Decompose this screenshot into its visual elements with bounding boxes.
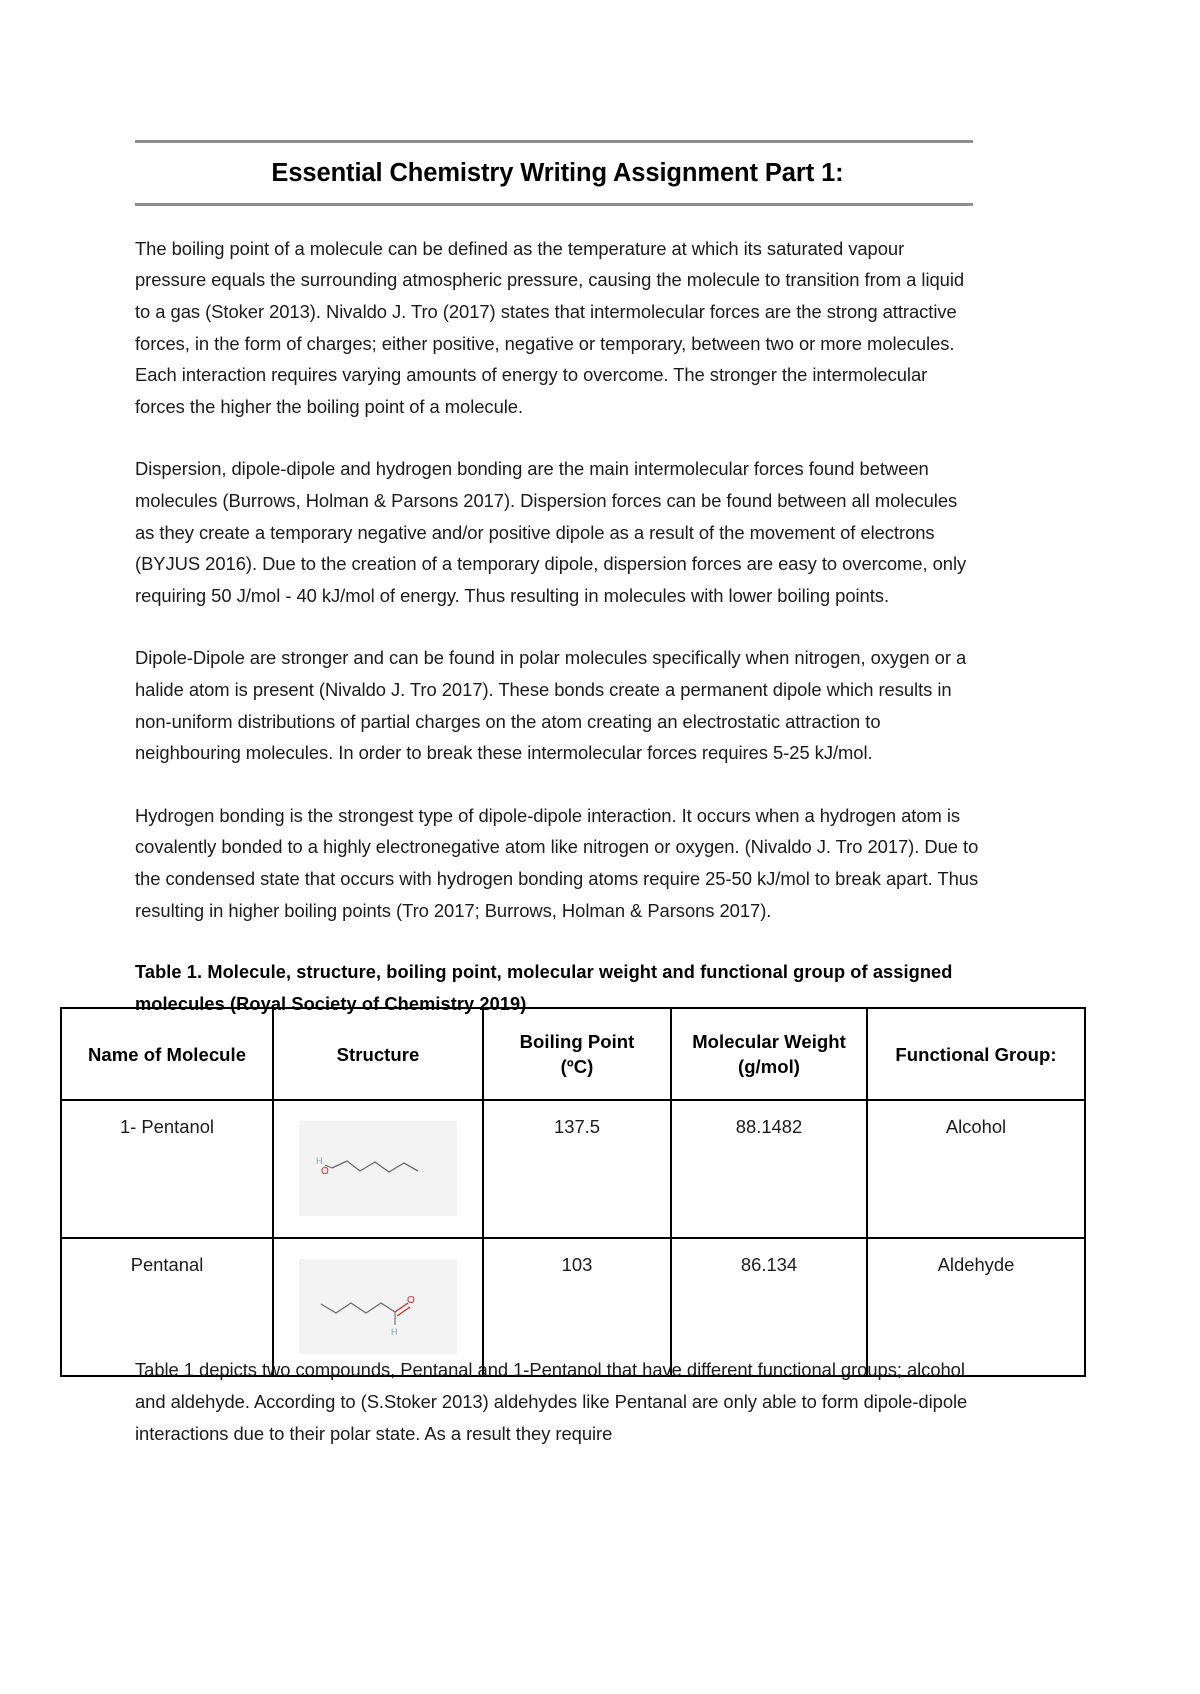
title-bottom-rule xyxy=(135,203,973,206)
carbon-chain-bonds xyxy=(332,1161,418,1172)
cell-boiling-point: 137.5 xyxy=(483,1100,671,1238)
table-row xyxy=(61,1100,1085,1238)
cell-molecular-weight: 88.1482 xyxy=(671,1100,867,1238)
column-header-molecular-weight-line1: Molecular Weight xyxy=(692,1031,846,1052)
pentanal-skeletal-structure xyxy=(299,1259,457,1354)
page-title: Essential Chemistry Writing Assignment Part 1: xyxy=(271,159,844,187)
paragraph-dispersion-forces: Dispersion, dipole-dipole and hydrogen bonding are the main intermolecular forces found between molecules (Burrows, Holman & Parsons 2017). Dispersion forces can be found between all molecules as they create a temporary negative and/or positive dipole as a result of the movement of electrons (BYJUS 2016). Due to the creation of a temporary dipole, dispersion forces are easy to overcome, only requiring 50 J/mol - 40 kJ/mol of energy. Thus resulting in molecules with lower boiling points. xyxy=(135,458,967,606)
cell-functional-group: Alcohol xyxy=(867,1100,1085,1238)
column-header-boiling-point xyxy=(483,1008,671,1100)
carbon-chain-bonds xyxy=(321,1303,395,1313)
cell-molecular-weight: 86.134 xyxy=(671,1238,867,1376)
cell-molecule-name: 1- Pentanol xyxy=(61,1100,273,1238)
paragraph-table-discussion: Table 1 depicts two compounds, Pentanal and 1-Pentanol that have different functional groups; alcohol and aldehyde. According to (S.Stoker 2013) aldehydes like Pentanal are only able to form dipole-dipole interactions due to their polar state. As a result they require xyxy=(135,1359,968,1444)
column-header-structure: Structure xyxy=(273,1008,483,1100)
cell-structure xyxy=(273,1100,483,1238)
carbonyl-bond-b xyxy=(397,1307,410,1316)
document-body xyxy=(135,140,980,1020)
oxygen-atom-label: O xyxy=(407,1295,415,1306)
paragraph-dipole-dipole: Dipole-Dipole are stronger and can be found in polar molecules specifically when nitrogen, oxygen or a halide atom is present (Nivaldo J. Tro 2017). These bonds create a permanent dipole which results in non-uniform distributions of partial charges on the atom creating an electrostatic attraction to neighbouring molecules. In order to break these intermolecular forces requires 5-25 kJ/mol. xyxy=(135,647,967,764)
pentanol-structure-svg xyxy=(299,1121,457,1216)
paragraph-hydrogen-bonding: Hydrogen bonding is the strongest type of dipole-dipole interaction. It occurs when a hydrogen atom is covalently bonded to a highly electronegative atom like nitrogen or oxygen. (Nivaldo J. Tro 2017). Due to the condensed state that occurs with hydrogen bonding atoms require 25-50 kJ/mol to break apart. Thus resulting in higher boiling points (Tro 2017; Burrows, Holman & Parsons 2017). xyxy=(135,804,979,921)
paragraph-boiling-point-definition: The boiling point of a molecule can be defined as the temperature at which its saturated vapour pressure equals the surrounding atmospheric pressure, causing the molecule to transition from a liquid to a gas (Stoker 2013). Nivaldo J. Tro (2017) states that intermolecular forces are the strong attractive forces, in the form of charges; either positive, negative or temporary, between two or more molecules. Each interaction requires varying amounts of energy to overcome. The stronger the intermolecular forces the higher the boiling point of a molecule. xyxy=(135,237,965,417)
pentanal-structure-svg xyxy=(299,1259,457,1354)
cell-molecule-name: Pentanal xyxy=(61,1238,273,1376)
table-header-row xyxy=(61,1008,1085,1100)
column-header-name: Name of Molecule xyxy=(61,1008,273,1100)
table-caption: Table 1. Molecule, structure, boiling point, molecular weight and functional group of assigned molecules (Royal Society of Chemistry 2019) xyxy=(135,962,953,1014)
molecule-table xyxy=(60,1007,1086,1377)
pentanol-skeletal-structure xyxy=(299,1121,457,1216)
hydrogen-atom-label: H xyxy=(316,1156,323,1166)
cell-functional-group: Aldehyde xyxy=(867,1238,1085,1376)
column-header-boiling-point-line1: Boiling Point xyxy=(519,1031,635,1052)
column-header-molecular-weight xyxy=(671,1008,867,1100)
cell-boiling-point: 103 xyxy=(483,1238,671,1376)
oxygen-atom-label: O xyxy=(321,1166,329,1177)
column-header-molecular-weight-line2: (g/mol) xyxy=(737,1056,800,1077)
hydrogen-atom-label: H xyxy=(391,1327,398,1337)
molecule-table-wrapper xyxy=(60,1007,1068,1377)
column-header-functional-group: Functional Group: xyxy=(867,1008,1085,1100)
column-header-boiling-point-line2: (ºC) xyxy=(560,1056,594,1077)
